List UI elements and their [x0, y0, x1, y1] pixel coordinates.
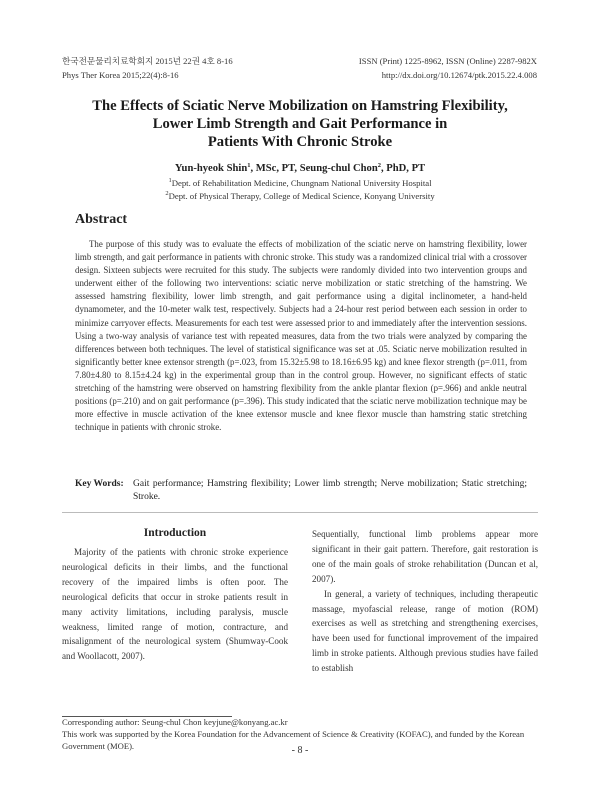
- keywords-text: Gait performance; Hamstring flexibility; Lower limb strength; Nerve mobilization; Static stretching; Stroke.: [133, 479, 527, 502]
- author-name: Seung-chul Chon: [299, 163, 378, 174]
- author-affiliation-mark: 2: [377, 162, 381, 169]
- paper-title: [40, 97, 560, 151]
- body-paragraph: In general, a variety of techniques, including therapeutic massage, myofascial release, range of motion (ROM) exercises as well as stretching and strengthening exercises, have been used for functional improvement of the impaired limb in stroke patients. Although previous studies have failed to establish: [312, 588, 538, 674]
- author-credentials: , PhD, PT: [380, 163, 426, 174]
- doi-link[interactable]: http://dx.doi.org/10.12674/ptk.2015.22.4.008: [381, 70, 537, 80]
- affiliation-text: Dept. of Physical Therapy, College of Medical Science, Konyang University: [168, 191, 435, 201]
- introduction-heading: Introduction: [143, 527, 207, 539]
- corresponding-author-footnote: Corresponding author: Seung-chul Chon keyjune@konyang.ac.kr: [62, 717, 288, 727]
- abstract-heading: Abstract: [75, 212, 128, 227]
- page-number: - 8 -: [291, 745, 309, 756]
- title-line: The Effects of Sciatic Nerve Mobilization on Hamstring Flexibility,: [92, 98, 508, 114]
- body-paragraph: Majority of the patients with chronic stroke experience neurological deficits in their limbs, and the functional recovery of the impaired limbs is often poor. The neurological deficits that occur in stroke patients result in many activity limitations, including paralysis, muscle weakness, limited range of motion, contracture, and misalignment of the neurological system (Shumway-Cook and Woollacott, 2007).: [62, 547, 288, 662]
- left-column: [62, 545, 288, 664]
- author-name: Yun-hyeok Shin: [174, 163, 248, 174]
- journal-korean-citation: 한국전문물리치료학회지 2015년 22권 4호 8-16: [62, 56, 233, 66]
- affiliation: [0, 191, 600, 201]
- affiliation-text: Dept. of Rehabilitation Medicine, Chungnam National University Hospital: [171, 178, 432, 188]
- body-paragraph: Sequentially, functional limb problems appear more significant in their gait pattern. Therefore, gait restoration is one of the main goals of stroke rehabilitation (Duncan et al, 2007).: [312, 529, 538, 584]
- section-divider: [62, 512, 538, 513]
- issn-line: ISSN (Print) 1225-8962, ISSN (Online) 2287-982X: [358, 56, 537, 66]
- keywords-block: [75, 478, 527, 504]
- affiliation-mark: 2: [165, 190, 169, 197]
- abstract-body: [75, 238, 527, 434]
- right-column: [312, 527, 538, 676]
- author-credentials: , MSc, PT,: [250, 163, 300, 174]
- journal-english-citation: Phys Ther Korea 2015;22(4):8-16: [62, 70, 179, 80]
- affiliation: [0, 178, 600, 188]
- title-line: Lower Limb Strength and Gait Performance in: [152, 116, 448, 132]
- abstract-text: The purpose of this study was to evaluate the effects of mobilization of the sciatic nerve on hamstring flexibility, lower limb strength, and gait performance in patients with chronic stroke. This study was a randomized clinical trial with a crossover design. Sixteen subjects were recruited for this study. The subjects were randomly divided into two intervention groups and underwent either of the following two interventions: sciatic nerve mobilization or static stretching of the hamstring. We assessed hamstring flexibility, lower limb strength, and gait performance using a digital inclinometer, a hand-held dynamometer, and the 10-meter walk test, respectively. Subjects had a 24-hour rest period between each session in order to minimize carryover effects. Measurements for each test were assessed prior to and immediately after the intervention sessions. Using a two-way analysis of variance test with repeated measures, data from the two trials were analyzed by comparing the differences between both techniques. The level of statistical significance was set at .05. Sciatic nerve mobilization resulted in significantly better knee extensor strength (p=.023, from 15.32±5.98 to 18.16±6.95 kg) and knee flexor strength (p=.011, from 7.80±4.80 to 8.15±4.24 kg) in the experimental group than in the control group. However, no significant effects of static stretching of the hamstring were observed on hamstring flexibility from the ankle plantar flexion (p=.966) and ankle neutral positions (p=.210) and on gait performance (p=.396). This study indicated that the sciatic nerve mobilization technique may be more effective in muscle activation of the knee extensor muscle and knee flexor muscle than hamstring static stretching technique in patients with chronic stroke.: [75, 239, 527, 433]
- author-affiliation-mark: 1: [247, 162, 251, 169]
- title-line: Patients With Chronic Stroke: [207, 134, 393, 150]
- funding-footnote: This work was supported by the Korea Foundation for the Advancement of Science & Creativity (KOFAC), and funded by the Korean Government (MOE).: [62, 729, 525, 751]
- affiliation-mark: 1: [168, 177, 172, 184]
- keywords-label: Key Words:: [75, 479, 124, 489]
- author-list: [0, 163, 600, 174]
